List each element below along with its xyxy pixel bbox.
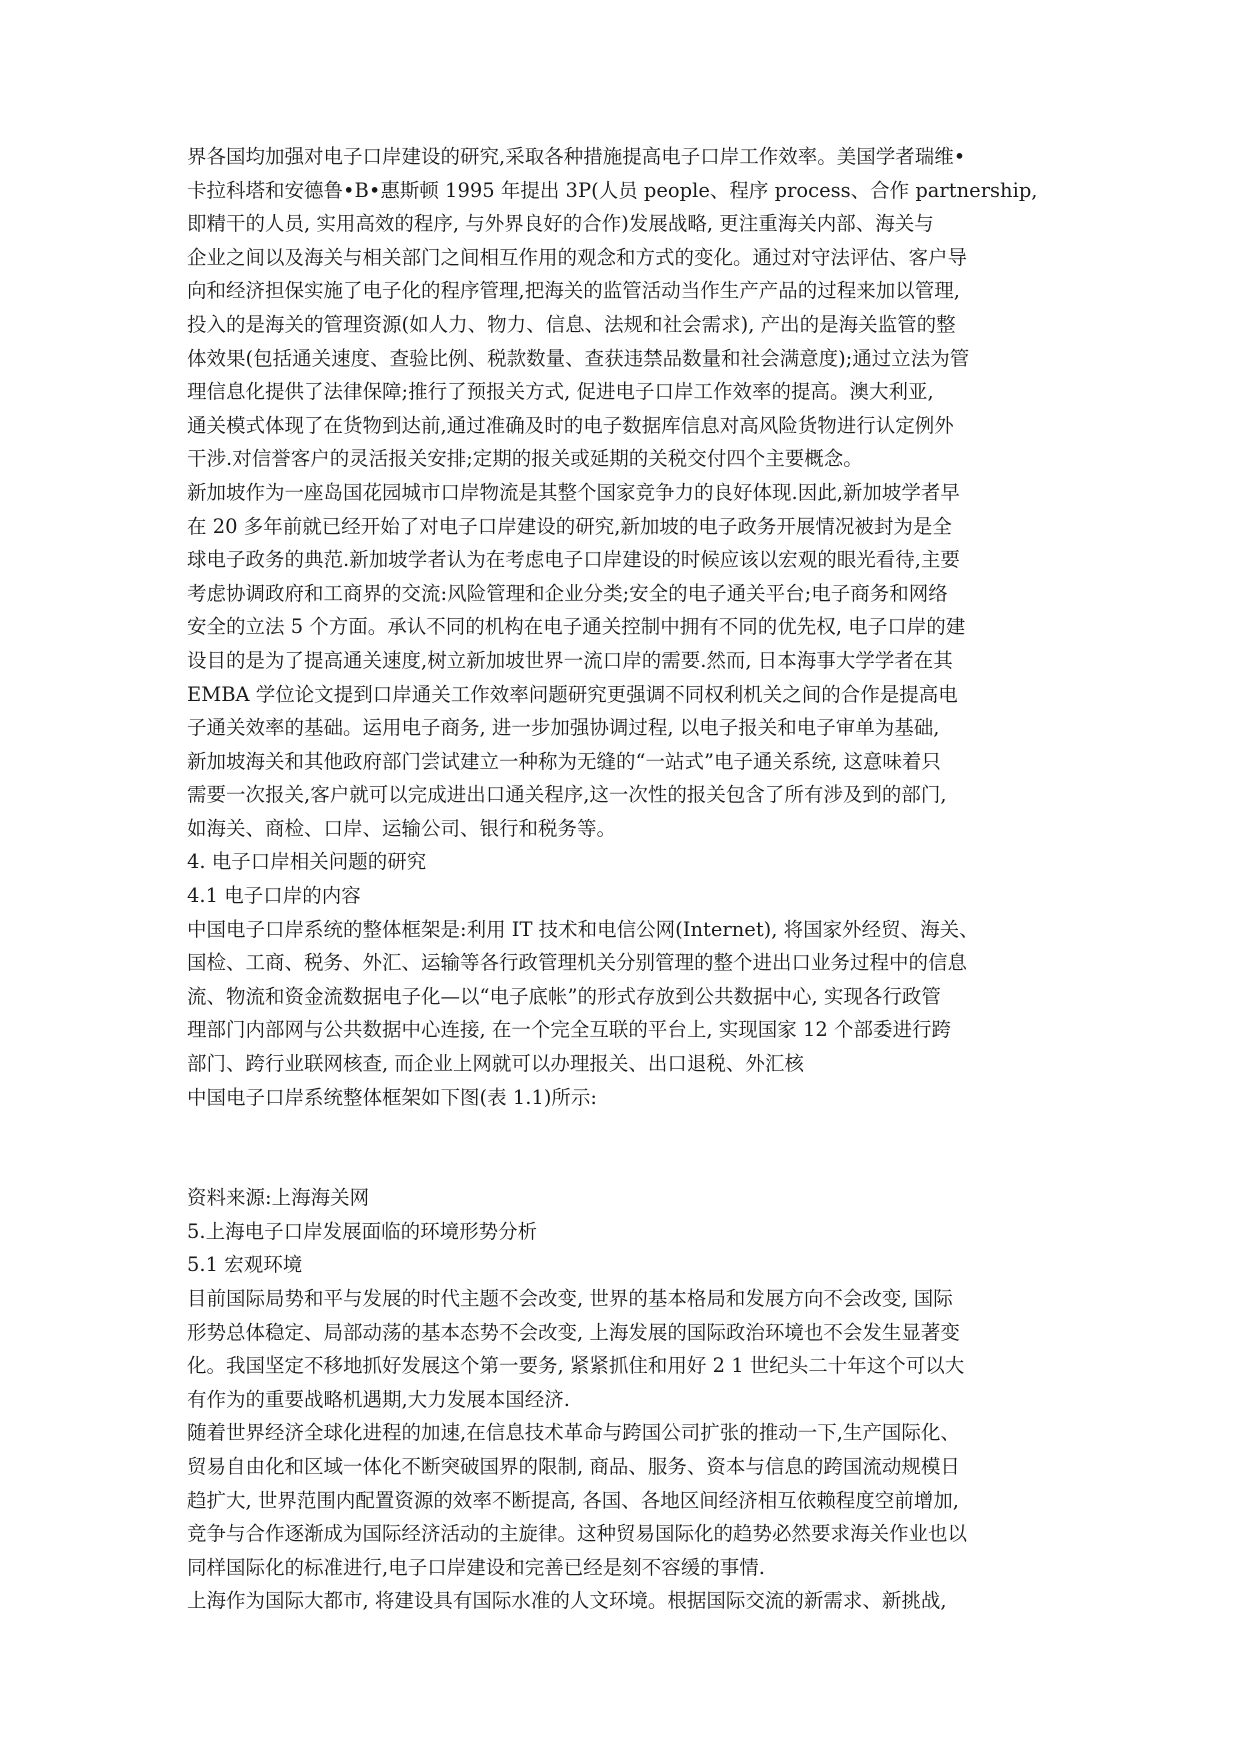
text-line: 理部门内部网与公共数据中心连接, 在一个完全互联的平台上, 实现国家 12 个部委进行跨 <box>187 1018 952 1042</box>
text-line: 需要一次报关,客户就可以完成进出口通关程序,这一次性的报关包含了所有涉及到的部门, <box>187 783 947 807</box>
text-line: 目前国际局势和平与发展的时代主题不会改变, 世界的基本格局和发展方向不会改变, 国际 <box>187 1287 953 1310</box>
text-line: 5.上海电子口岸发展面临的环境形势分析 <box>187 1219 538 1243</box>
text-line: 投入的是海关的管理资源(如人力、物力、信息、法规和社会需求), 产出的是海关监管的整 <box>187 312 956 336</box>
figure-placeholder-gap <box>187 1114 1067 1181</box>
text-block-after-figure <box>187 1181 1067 1618</box>
text-line: 4. 电子口岸相关问题的研究 <box>187 850 427 874</box>
text-line: 形势总体稳定、局部动荡的基本态势不会改变, 上海发展的国际政治环境也不会发生显著变 <box>187 1320 960 1344</box>
text-line: 理信息化提供了法律保障;推行了预报关方式, 促进电子口岸工作效率的提高。澳大利亚, <box>187 380 934 404</box>
text-line: EMBA 学位论文提到口岸通关工作效率问题研究更强调不同权利机关之间的合作是提高电 <box>187 682 958 706</box>
text-line: 在 20 多年前就已经开始了对电子口岸建设的研究,新加坡的电子政务开展情况被封为是全 <box>187 514 952 538</box>
text-line: 新加坡海关和其他政府部门尝试建立一种称为无缝的“一站式”电子通关系统, 这意味着只 <box>187 749 941 773</box>
text-line: 干涉.对信誉客户的灵活报关安排;定期的报关或延期的关税交付四个主要概念。 <box>187 447 863 471</box>
text-line: 如海关、商检、口岸、运输公司、银行和税务等。 <box>187 816 617 840</box>
text-line: 随着世界经济全球化进程的加速,在信息技术革命与跨国公司扩张的推动一下,生产国际化、 <box>187 1421 960 1445</box>
text-line: 趋扩大, 世界范围内配置资源的效率不断提高, 各国、各地区间经济相互依赖程度空前增加, <box>187 1488 959 1512</box>
document-body <box>187 140 1067 1618</box>
text-line: 流、物流和资金流数据电子化—以“电子底帐”的形式存放到公共数据中心, 实现各行政管 <box>187 984 941 1008</box>
text-line: 同样国际化的标准进行,电子口岸建设和完善已经是刻不容缓的事情. <box>187 1555 765 1579</box>
text-line: 向和经济担保实施了电子化的程序管理,把海关的监管活动当作生产产品的过程来加以管理, <box>187 279 960 303</box>
text-line: 子通关效率的基础。运用电子商务, 进一步加强协调过程, 以电子报关和电子审单为基础, <box>187 716 940 740</box>
text-line: 4.1 电子口岸的内容 <box>187 884 361 908</box>
text-line: 中国电子口岸系统的整体框架是:利用 IT 技术和电信公网(Internet), 将国家外经贸、海关、 <box>187 917 979 941</box>
text-line: 企业之间以及海关与相关部门之间相互作用的观念和方式的变化。通过对守法评估、客户导 <box>187 245 968 269</box>
text-line: 贸易自由化和区域一体化不断突破国界的限制, 商品、服务、资本与信息的跨国流动规模日 <box>187 1454 960 1478</box>
text-line: 设目的是为了提高通关速度,树立新加坡世界一流口岸的需要.然而, 日本海事大学学者在其 <box>187 648 953 672</box>
text-line: 卡拉科塔和安德鲁•B•惠斯顿 1995 年提出 3P(人员 people、程序 process、合作 partnership, <box>187 178 1038 202</box>
text-line: 即精干的人员, 实用高效的程序, 与外界良好的合作)发展战略, 更注重海关内部、海关与 <box>187 212 934 236</box>
text-line: 资料来源:上海海关网 <box>187 1186 370 1210</box>
text-block-before-figure <box>187 140 1067 1114</box>
text-line: 体效果(包括通关速度、查验比例、税款数量、查获违禁品数量和社会满意度);通过立法为管 <box>187 346 970 370</box>
text-line: 国检、工商、税务、外汇、运输等各行政管理机关分别管理的整个进出口业务过程中的信息 <box>187 951 968 975</box>
text-line: 有作为的重要战略机遇期,大力发展本国经济. <box>187 1387 570 1411</box>
text-line: 上海作为国际大都市, 将建设具有国际水准的人文环境。根据国际交流的新需求、新挑战, <box>187 1589 947 1613</box>
text-line: 球电子政务的典范.新加坡学者认为在考虑电子口岸建设的时候应该以宏观的眼光看待,主要 <box>187 548 960 572</box>
text-line: 安全的立法 5 个方面。承认不同的机构在电子通关控制中拥有不同的优先权, 电子口岸的建 <box>187 615 966 639</box>
text-line: 化。我国坚定不移地抓好发展这个第一要务, 紧紧抓住和用好 2 1 世纪头二十年这个可以大 <box>187 1354 965 1378</box>
text-line: 界各国均加强对电子口岸建设的研究,采取各种措施提高电子口岸工作效率。美国学者瑞维• <box>187 145 966 168</box>
text-line: 中国电子口岸系统整体框架如下图(表 1.1)所示: <box>187 1085 597 1109</box>
text-line: 部门、跨行业联网核查, 而企业上网就可以办理报关、出口退税、外汇核 <box>187 1052 804 1076</box>
text-line: 5.1 宏观环境 <box>187 1253 303 1277</box>
text-line: 竞争与合作逐渐成为国际经济活动的主旋律。这种贸易国际化的趋势必然要求海关作业也以 <box>187 1522 968 1546</box>
text-line: 通关模式体现了在货物到达前,通过准确及时的电子数据库信息对高风险货物进行认定例外 <box>187 413 954 437</box>
text-line: 考虑协调政府和工商界的交流:风险管理和企业分类;安全的电子通关平台;电子商务和网络 <box>187 581 948 605</box>
text-line: 新加坡作为一座岛国花园城市口岸物流是其整个国家竞争力的良好体现.因此,新加坡学者早 <box>187 480 960 504</box>
